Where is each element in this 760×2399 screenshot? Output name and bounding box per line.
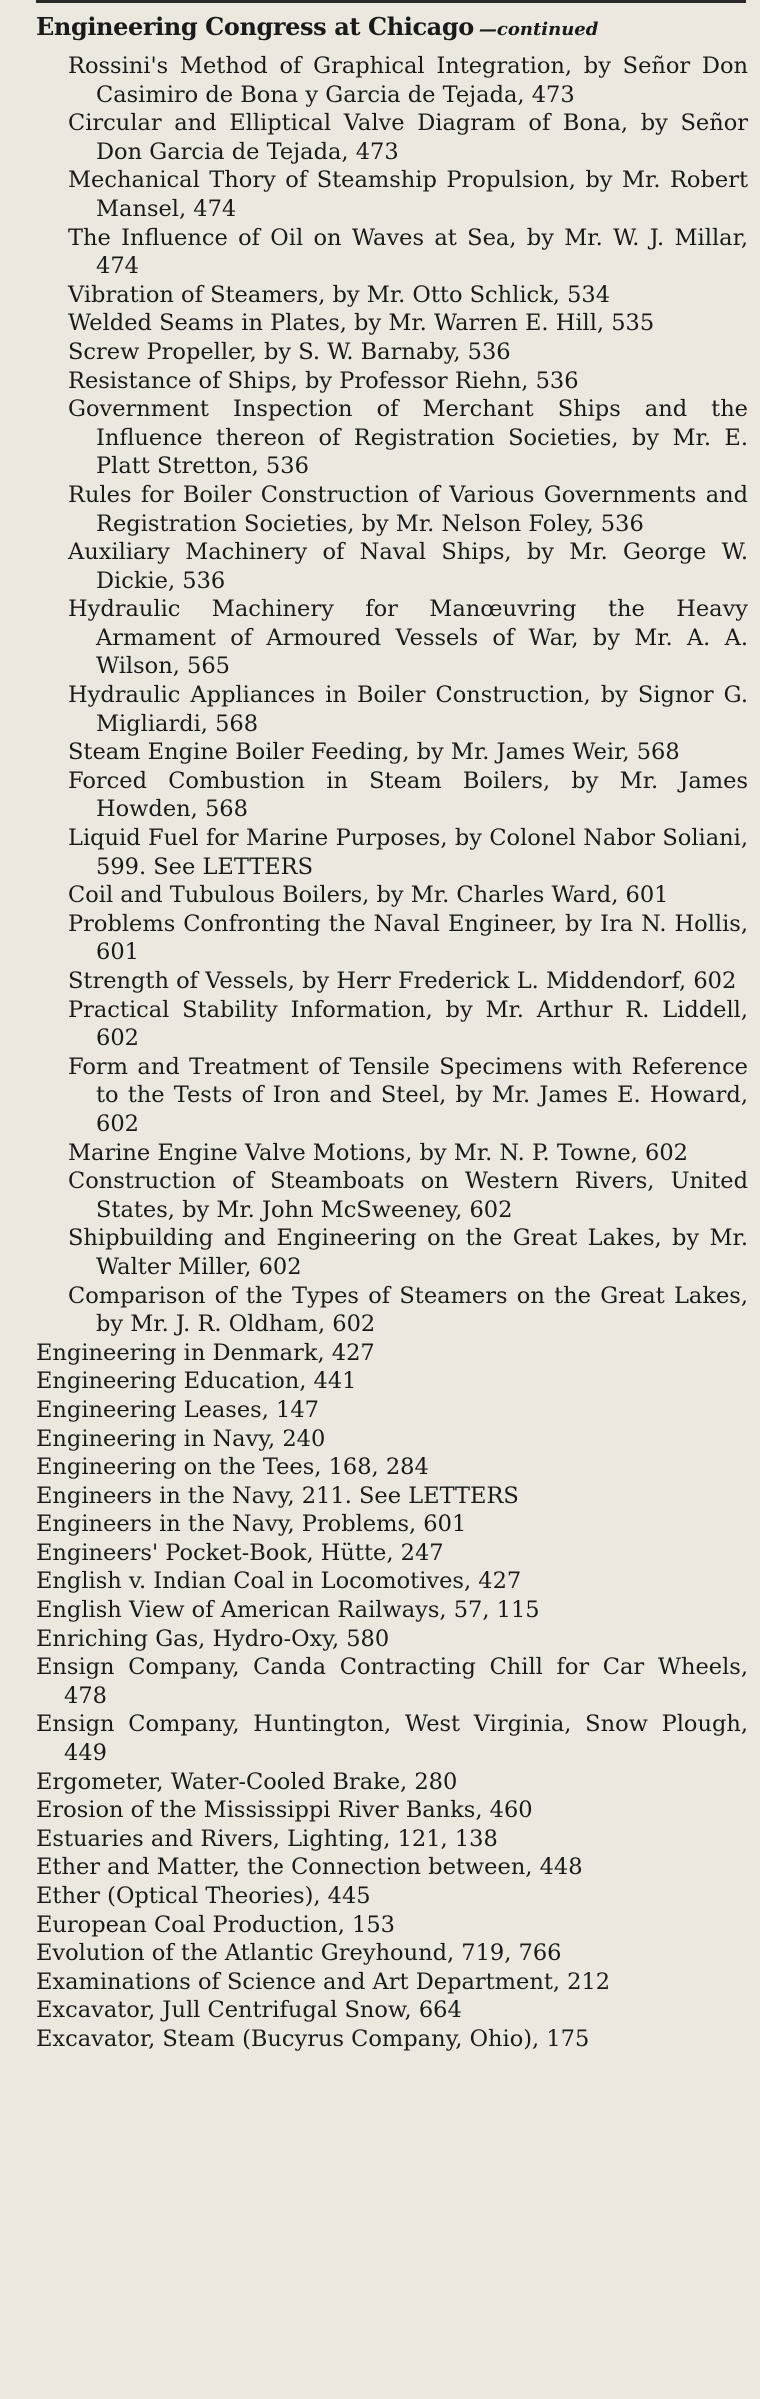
index-entry: Engineering Education, 441 — [36, 1368, 357, 1395]
index-subentry: Rossini's Method of Graphical Integration, by Señor Don Casimiro de Bona y Garcia de Tejada, 473 — [68, 53, 748, 108]
index-entry: Engineers in the Navy, 211. See LETTERS — [36, 1482, 519, 1509]
index-entry: Engineers in the Navy, Problems, 601 — [36, 1511, 467, 1538]
index-entry: Engineers' Pocket-Book, Hütte, 247 — [36, 1539, 444, 1566]
index-subentry: Coil and Tubulous Boilers, by Mr. Charles Ward, 601 — [68, 882, 669, 909]
index-entry: Ether (Optical Theories), 445 — [36, 1883, 371, 1909]
index-entry: Evolution of the Atlantic Greyhound, 719, 766 — [36, 1940, 562, 1967]
index-entry: Excavator, Steam (Bucyrus Company, Ohio), 175 — [36, 2025, 590, 2052]
section-header — [36, 12, 598, 41]
index-entry: Ergometer, Water-Cooled Brake, 280 — [36, 1768, 458, 1795]
index-entry: Engineering in Navy, 240 — [36, 1425, 326, 1452]
index-entry: Engineering in Denmark, 427 — [36, 1339, 375, 1366]
index-subentry: Government Inspection of Merchant Ships and the Influence thereon of Registration Societies, by Mr. E. Platt Stretton, 536 — [68, 396, 748, 480]
index-subentry: Rules for Boiler Construction of Various Governments and Registration Societies, by Mr. Nelson Foley, 536 — [68, 481, 748, 537]
index-subentry: Form and Treatment of Tensile Specimens with Reference to the Tests of Iron and Steel, by Mr. James E. Howard, 602 — [68, 1053, 748, 1137]
index-subentry: Shipbuilding and Engineering on the Great Lakes, by Mr. Walter Miller, 602 — [68, 1225, 748, 1280]
index-subentry: Comparison of the Types of Steamers on the Great Lakes, by Mr. J. R. Oldham, 602 — [68, 1282, 748, 1338]
header-title: Engineering Congress at Chicago — [36, 12, 474, 41]
index-subentry: Auxiliary Machinery of Naval Ships, by Mr. George W. Dickie, 536 — [68, 539, 748, 594]
index-entries — [36, 52, 748, 2054]
index-subentry: Marine Engine Valve Motions, by Mr. N. P. Towne, 602 — [68, 1139, 688, 1166]
index-entry: English v. Indian Coal in Locomotives, 427 — [36, 1568, 522, 1595]
index-subentry: Resistance of Ships, by Professor Riehn, 536 — [68, 367, 579, 394]
index-subentry: The Influence of Oil on Waves at Sea, by Mr. W. J. Millar, 474 — [68, 224, 748, 280]
index-entry: Examinations of Science and Art Department, 212 — [36, 1968, 611, 1995]
index-entry: Engineering on the Tees, 168, 284 — [36, 1454, 429, 1481]
index-subentry: Liquid Fuel for Marine Purposes, by Colonel Nabor Soliani, 599. See LETTERS — [68, 825, 748, 880]
index-subentry: Steam Engine Boiler Feeding, by Mr. James Weir, 568 — [68, 739, 680, 766]
index-subentry: Vibration of Steamers, by Mr. Otto Schlick, 534 — [68, 281, 611, 308]
header-continued: —continued — [478, 19, 599, 40]
index-subentry: Hydraulic Appliances in Boiler Construction, by Signor G. Migliardi, 568 — [68, 682, 748, 737]
index-subentry: Construction of Steamboats on Western Rivers, United States, by Mr. John McSweeney, 602 — [68, 1168, 748, 1223]
index-entry: Engineering Leases, 147 — [36, 1396, 319, 1423]
index-entry: European Coal Production, 153 — [36, 1911, 395, 1938]
index-subentry: Practical Stability Information, by Mr. Arthur R. Liddell, 602 — [68, 996, 748, 1052]
index-subentry: Circular and Elliptical Valve Diagram of Bona, by Señor Don Garcia de Tejada, 473 — [68, 110, 748, 165]
index-entry: Erosion of the Mississippi River Banks, 460 — [36, 1797, 533, 1824]
index-subentry: Hydraulic Machinery for Manœuvring the Heavy Armament of Armoured Vessels of War, by Mr. A. A. Wilson, 565 — [68, 596, 748, 680]
index-subentry: Strength of Vessels, by Herr Frederick L. Middendorf, 602 — [68, 968, 737, 994]
index-entry: English View of American Railways, 57, 115 — [36, 1597, 540, 1624]
index-subentry: Welded Seams in Plates, by Mr. Warren E. Hill, 535 — [68, 310, 655, 337]
index-entry: Ether and Matter, the Connection between, 448 — [36, 1854, 583, 1881]
index-entry: Estuaries and Rivers, Lighting, 121, 138 — [36, 1825, 498, 1852]
index-subentry: Forced Combustion in Steam Boilers, by Mr. James Howden, 568 — [68, 767, 748, 823]
index-entry: Ensign Company, Huntington, West Virginia, Snow Plough, 449 — [36, 1711, 748, 1767]
index-entry: Excavator, Jull Centrifugal Snow, 664 — [36, 1997, 462, 2024]
index-subentry: Mechanical Thory of Steamship Propulsion, by Mr. Robert Mansel, 474 — [68, 167, 748, 222]
index-entry: Enriching Gas, Hydro-Oxy, 580 — [36, 1625, 390, 1652]
top-rule — [36, 0, 746, 3]
index-entry: Ensign Company, Canda Contracting Chill for Car Wheels, 478 — [36, 1654, 748, 1709]
index-subentry: Screw Propeller, by S. W. Barnaby, 536 — [68, 338, 511, 365]
index-subentry: Problems Confronting the Naval Engineer, by Ira N. Hollis, 601 — [68, 910, 748, 966]
